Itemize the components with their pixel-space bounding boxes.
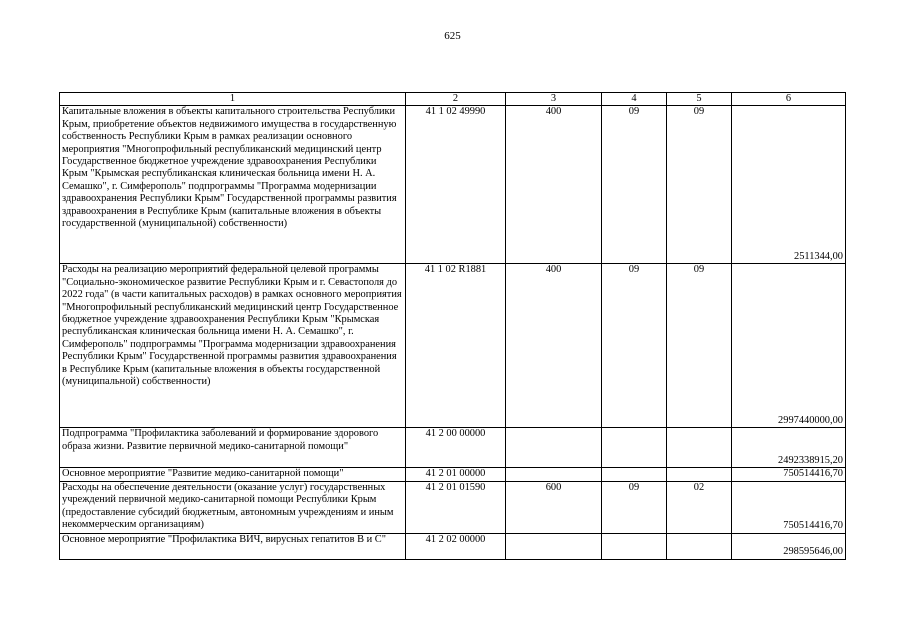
table-row (60, 533, 846, 559)
column-header-3: 3 (506, 93, 602, 106)
row-type-cell (506, 428, 602, 468)
column-header-4: 4 (602, 93, 667, 106)
row-type-cell: 400 (506, 106, 602, 264)
row-name-cell: Расходы на реализацию мероприятий федеральной целевой программы "Социально-экономическое развитие Республики Крым и г. Севастополя до 2022 года" (в части капитальных расходов) в рамках основного мероприятия "Многопрофильный республиканский медицинский центр Государственное бюджетное учреждение здравоохранения Республики Крым "Крымская республиканская клиническая больница имени Н. А. Семашко", г. Симферополь" подпрограммы "Программа модернизации здравоохранения Республики Крым" Государственной программы развития здравоохранения в Республике Крым (капитальные вложения в объекты государственной (муниципальной) собственности) (60, 264, 406, 428)
budget-table (59, 92, 846, 560)
row-amount-cell: 2997440000,00 (732, 264, 846, 428)
row-section-cell (602, 533, 667, 559)
row-section-cell: 09 (602, 481, 667, 533)
row-code-cell: 41 2 02 00000 (406, 533, 506, 559)
row-code-cell: 41 2 01 01590 (406, 481, 506, 533)
row-amount-cell: 2511344,00 (732, 106, 846, 264)
row-section-cell (602, 468, 667, 481)
row-name-cell: Подпрограмма "Профилактика заболеваний и формирование здорового образа жизни. Развитие первичной медико-санитарной помощи" (60, 428, 406, 468)
row-amount-cell: 2492338915,20 (732, 428, 846, 468)
table-row (60, 481, 846, 533)
row-code-cell: 41 2 01 00000 (406, 468, 506, 481)
row-subsection-cell: 02 (667, 481, 732, 533)
row-type-cell (506, 533, 602, 559)
row-type-cell: 600 (506, 481, 602, 533)
row-section-cell (602, 428, 667, 468)
row-name-cell: Основное мероприятие "Развитие медико-санитарной помощи" (60, 468, 406, 481)
row-subsection-cell: 09 (667, 264, 732, 428)
row-amount-cell: 750514416,70 (732, 481, 846, 533)
row-subsection-cell (667, 428, 732, 468)
row-subsection-cell (667, 468, 732, 481)
row-subsection-cell (667, 533, 732, 559)
row-type-cell: 400 (506, 264, 602, 428)
column-header-1: 1 (60, 93, 406, 106)
row-code-cell: 41 1 02 R1881 (406, 264, 506, 428)
row-amount-cell: 298595646,00 (732, 533, 846, 559)
row-code-cell: 41 1 02 49990 (406, 106, 506, 264)
table-row (60, 428, 846, 468)
column-header-5: 5 (667, 93, 732, 106)
table-row (60, 468, 846, 481)
table-row (60, 264, 846, 428)
row-amount-cell: 750514416,70 (732, 468, 846, 481)
row-name-cell: Расходы на обеспечение деятельности (оказание услуг) государственных учреждений первичной медико-санитарной помощи Республики Крым (предоставление субсидий бюджетным, автономным учреждениям и иным некоммерческим организациям) (60, 481, 406, 533)
row-section-cell: 09 (602, 106, 667, 264)
page-number: 625 (444, 30, 461, 42)
row-subsection-cell: 09 (667, 106, 732, 264)
row-name-cell: Основное мероприятие "Профилактика ВИЧ, вирусных гепатитов В и С" (60, 533, 406, 559)
row-type-cell (506, 468, 602, 481)
column-header-6: 6 (732, 93, 846, 106)
row-code-cell: 41 2 00 00000 (406, 428, 506, 468)
row-section-cell: 09 (602, 264, 667, 428)
table-header-row (60, 93, 846, 106)
table-row (60, 106, 846, 264)
column-header-2: 2 (406, 93, 506, 106)
row-name-cell: Капитальные вложения в объекты капитального строительства Республики Крым, приобретение объектов недвижимого имущества в государственную собственность Республики Крым в рамках реализации основного мероприятия "Многопрофильный республиканский медицинский центр Государственное бюджетное учреждение здравоохранения Республики Крым "Крымская республиканская клиническая больница имени Н. А. Семашко", г. Симферополь" подпрограммы "Программа модернизации здравоохранения Республики Крым" Государственной программы развития здравоохранения в Республике Крым (капитальные вложения в объекты государственной (муниципальной) собственности) (60, 106, 406, 264)
